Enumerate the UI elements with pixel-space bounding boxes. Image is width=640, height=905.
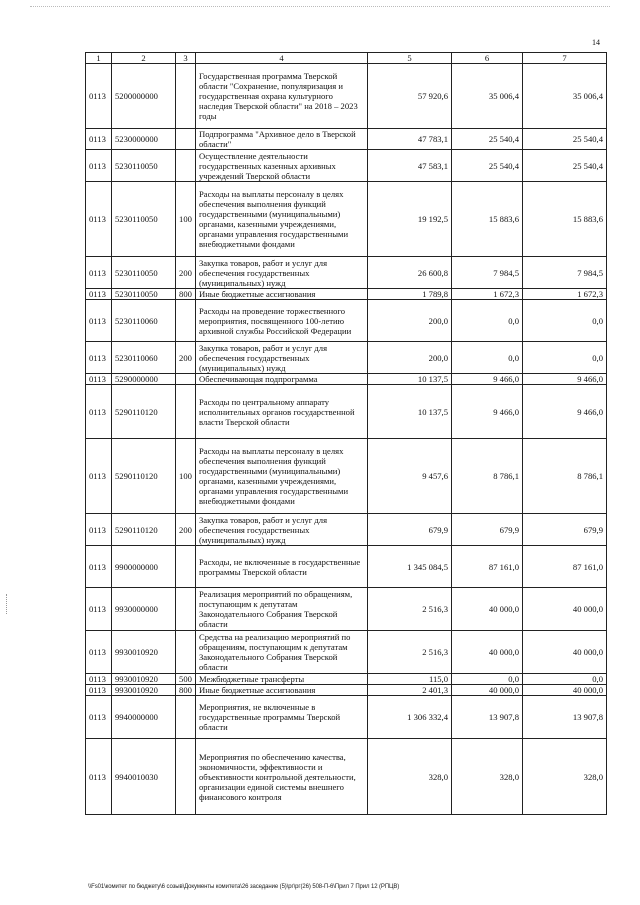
name-cell: Иные бюджетные ассигнования (196, 289, 368, 300)
vr-code-cell: 100 (176, 182, 196, 257)
amount-2021-cell: 1 789,8 (368, 289, 452, 300)
amount-2022-cell: 40 000,0 (452, 685, 523, 696)
table-row (86, 739, 607, 815)
sect-code-cell: 0113 (86, 696, 112, 739)
vr-code-cell (176, 739, 196, 815)
amount-2022-cell: 0,0 (452, 342, 523, 374)
csr-code-cell: 9930010920 (112, 674, 176, 685)
table-row (86, 342, 607, 374)
name-cell: Расходы, не включенные в государственные программы Тверской области (196, 546, 368, 588)
name-cell: Закупка товаров, работ и услуг для обеспечения государственных (муниципальных) нужд (196, 342, 368, 374)
vr-code-cell: 800 (176, 685, 196, 696)
csr-code-cell: 5200000000 (112, 64, 176, 129)
vr-code-cell (176, 631, 196, 674)
amount-2023-cell: 25 540,4 (523, 150, 607, 182)
sect-code-cell: 0113 (86, 631, 112, 674)
vr-code-cell: 200 (176, 514, 196, 546)
amount-2022-cell: 8 786,1 (452, 439, 523, 514)
amount-2021-cell: 2 516,3 (368, 588, 452, 631)
vr-code-cell (176, 546, 196, 588)
amount-2022-cell: 13 907,8 (452, 696, 523, 739)
csr-code-cell: 5230110050 (112, 182, 176, 257)
csr-code-cell: 5230000000 (112, 129, 176, 150)
amount-2021-cell: 1 345 084,5 (368, 546, 452, 588)
table-row (86, 289, 607, 300)
table-row (86, 150, 607, 182)
sect-code-cell: 0113 (86, 182, 112, 257)
amount-2021-cell: 9 457,6 (368, 439, 452, 514)
amount-2022-cell: 328,0 (452, 739, 523, 815)
amount-2023-cell: 7 984,5 (523, 257, 607, 289)
amount-2023-cell: 9 466,0 (523, 374, 607, 385)
csr-code-cell: 9900000000 (112, 546, 176, 588)
amount-2023-cell: 35 006,4 (523, 64, 607, 129)
amount-2022-cell: 25 540,4 (452, 129, 523, 150)
csr-code-cell: 5230110060 (112, 342, 176, 374)
amount-2023-cell: 13 907,8 (523, 696, 607, 739)
amount-2022-cell: 1 672,3 (452, 289, 523, 300)
amount-2021-cell: 679,9 (368, 514, 452, 546)
amount-2023-cell: 87 161,0 (523, 546, 607, 588)
table-row (86, 514, 607, 546)
table-row (86, 374, 607, 385)
amount-2022-cell: 679,9 (452, 514, 523, 546)
csr-code-cell: 5230110050 (112, 150, 176, 182)
table-row (86, 64, 607, 129)
amount-2023-cell: 9 466,0 (523, 385, 607, 439)
vr-code-cell (176, 150, 196, 182)
name-cell: Расходы по центральному аппарату исполнительных органов государственной власти Тверской области (196, 385, 368, 439)
page-number: 14 (592, 38, 600, 47)
amount-2023-cell: 15 883,6 (523, 182, 607, 257)
sect-code-cell: 0113 (86, 150, 112, 182)
vr-code-cell (176, 696, 196, 739)
amount-2023-cell: 328,0 (523, 739, 607, 815)
csr-code-cell: 9930010920 (112, 631, 176, 674)
name-cell: Осуществление деятельности государственных казенных архивных учреждений Тверской области (196, 150, 368, 182)
amount-2023-cell: 0,0 (523, 342, 607, 374)
vr-code-cell (176, 385, 196, 439)
amount-2023-cell: 40 000,0 (523, 685, 607, 696)
sect-code-cell: 0113 (86, 685, 112, 696)
table-row (86, 257, 607, 289)
amount-2021-cell: 2 401,3 (368, 685, 452, 696)
sect-code-cell: 0113 (86, 289, 112, 300)
csr-code-cell: 5230110050 (112, 289, 176, 300)
scan-margin-mark (6, 594, 8, 614)
amount-2023-cell: 40 000,0 (523, 588, 607, 631)
name-cell: Мероприятия, не включенные в государственные программы Тверской области (196, 696, 368, 739)
header-cell: 1 (86, 53, 112, 64)
vr-code-cell (176, 64, 196, 129)
name-cell: Иные бюджетные ассигнования (196, 685, 368, 696)
table-row (86, 631, 607, 674)
name-cell: Расходы на выплаты персоналу в целях обеспечения выполнения функций государственными (муниципальными) органами, казенными учреждениями, органами управления государственными внебюджетными фондами (196, 182, 368, 257)
table-header-row (86, 53, 607, 64)
sect-code-cell: 0113 (86, 342, 112, 374)
name-cell: Обеспечивающая подпрограмма (196, 374, 368, 385)
sect-code-cell: 0113 (86, 546, 112, 588)
amount-2023-cell: 25 540,4 (523, 129, 607, 150)
amount-2021-cell: 328,0 (368, 739, 452, 815)
table-row (86, 300, 607, 342)
name-cell: Межбюджетные трансферты (196, 674, 368, 685)
header-cell: 5 (368, 53, 452, 64)
sect-code-cell: 0113 (86, 300, 112, 342)
sect-code-cell: 0113 (86, 588, 112, 631)
scan-edge-line (30, 6, 610, 8)
budget-table (85, 52, 607, 815)
header-cell: 3 (176, 53, 196, 64)
vr-code-cell (176, 300, 196, 342)
csr-code-cell: 9930000000 (112, 588, 176, 631)
table-row (86, 674, 607, 685)
name-cell: Мероприятия по обеспечению качества, экономичности, эффективности и объективности контрольной деятельности, организации единой системы внешнего финансового контроля (196, 739, 368, 815)
table-row (86, 546, 607, 588)
vr-code-cell: 800 (176, 289, 196, 300)
amount-2022-cell: 40 000,0 (452, 631, 523, 674)
amount-2021-cell: 115,0 (368, 674, 452, 685)
table-row (86, 439, 607, 514)
header-cell: 4 (196, 53, 368, 64)
vr-code-cell: 500 (176, 674, 196, 685)
amount-2021-cell: 10 137,5 (368, 374, 452, 385)
amount-2023-cell: 0,0 (523, 300, 607, 342)
amount-2022-cell: 25 540,4 (452, 150, 523, 182)
sect-code-cell: 0113 (86, 385, 112, 439)
amount-2021-cell: 57 920,6 (368, 64, 452, 129)
sect-code-cell: 0113 (86, 514, 112, 546)
vr-code-cell: 200 (176, 257, 196, 289)
table-row (86, 696, 607, 739)
amount-2021-cell: 10 137,5 (368, 385, 452, 439)
name-cell: Закупка товаров, работ и услуг для обеспечения государственных (муниципальных) нужд (196, 514, 368, 546)
name-cell: Расходы на проведение торжественного мероприятия, посвященного 100-летию архивной службы Российской Федерации (196, 300, 368, 342)
sect-code-cell: 0113 (86, 257, 112, 289)
name-cell: Подпрограмма "Архивное дело в Тверской области" (196, 129, 368, 150)
csr-code-cell: 5290000000 (112, 374, 176, 385)
amount-2022-cell: 15 883,6 (452, 182, 523, 257)
amount-2022-cell: 0,0 (452, 674, 523, 685)
amount-2022-cell: 0,0 (452, 300, 523, 342)
amount-2023-cell: 679,9 (523, 514, 607, 546)
sect-code-cell: 0113 (86, 129, 112, 150)
amount-2022-cell: 9 466,0 (452, 374, 523, 385)
name-cell: Реализация мероприятий по обращениям, поступающим к депутатам Законодательного Собрания Тверской области (196, 588, 368, 631)
vr-code-cell (176, 588, 196, 631)
file-path-footer: \\Fs01\комитет по бюджету\6 созыв\Документы комитета\26 заседание (5)\рг\рг(26) 508-П-6\Прил 7 Прил 12 (РПЦВ) (88, 884, 400, 890)
sect-code-cell: 0113 (86, 739, 112, 815)
table-row (86, 385, 607, 439)
name-cell: Государственная программа Тверской области "Сохранение, популяризация и государственная охрана культурного наследия Тверской области" на 2018 – 2023 годы (196, 64, 368, 129)
table-row (86, 685, 607, 696)
sect-code-cell: 0113 (86, 374, 112, 385)
csr-code-cell: 5230110060 (112, 300, 176, 342)
amount-2021-cell: 47 583,1 (368, 150, 452, 182)
amount-2023-cell: 1 672,3 (523, 289, 607, 300)
vr-code-cell: 100 (176, 439, 196, 514)
amount-2021-cell: 47 783,1 (368, 129, 452, 150)
name-cell: Закупка товаров, работ и услуг для обеспечения государственных (муниципальных) нужд (196, 257, 368, 289)
vr-code-cell (176, 374, 196, 385)
name-cell: Средства на реализацию мероприятий по обращениям, поступающим к депутатам Законодательного Собрания Тверской области (196, 631, 368, 674)
amount-2021-cell: 26 600,8 (368, 257, 452, 289)
amount-2022-cell: 40 000,0 (452, 588, 523, 631)
table-row (86, 129, 607, 150)
name-cell: Расходы на выплаты персоналу в целях обеспечения выполнения функций государственными (муниципальными) органами, казенными учреждениями, органами управления государственными внебюджетными фондами (196, 439, 368, 514)
amount-2023-cell: 0,0 (523, 674, 607, 685)
vr-code-cell: 200 (176, 342, 196, 374)
amount-2022-cell: 35 006,4 (452, 64, 523, 129)
header-cell: 7 (523, 53, 607, 64)
amount-2022-cell: 9 466,0 (452, 385, 523, 439)
sect-code-cell: 0113 (86, 439, 112, 514)
vr-code-cell (176, 129, 196, 150)
csr-code-cell: 5290110120 (112, 514, 176, 546)
csr-code-cell: 9940000000 (112, 696, 176, 739)
csr-code-cell: 9940010030 (112, 739, 176, 815)
sect-code-cell: 0113 (86, 64, 112, 129)
amount-2023-cell: 8 786,1 (523, 439, 607, 514)
table-row (86, 588, 607, 631)
amount-2023-cell: 40 000,0 (523, 631, 607, 674)
amount-2022-cell: 87 161,0 (452, 546, 523, 588)
amount-2021-cell: 200,0 (368, 342, 452, 374)
amount-2021-cell: 1 306 332,4 (368, 696, 452, 739)
amount-2022-cell: 7 984,5 (452, 257, 523, 289)
csr-code-cell: 5290110120 (112, 439, 176, 514)
sect-code-cell: 0113 (86, 674, 112, 685)
amount-2021-cell: 2 516,3 (368, 631, 452, 674)
csr-code-cell: 5230110050 (112, 257, 176, 289)
amount-2021-cell: 200,0 (368, 300, 452, 342)
table-row (86, 182, 607, 257)
header-cell: 2 (112, 53, 176, 64)
csr-code-cell: 9930010920 (112, 685, 176, 696)
amount-2021-cell: 19 192,5 (368, 182, 452, 257)
header-cell: 6 (452, 53, 523, 64)
csr-code-cell: 5290110120 (112, 385, 176, 439)
